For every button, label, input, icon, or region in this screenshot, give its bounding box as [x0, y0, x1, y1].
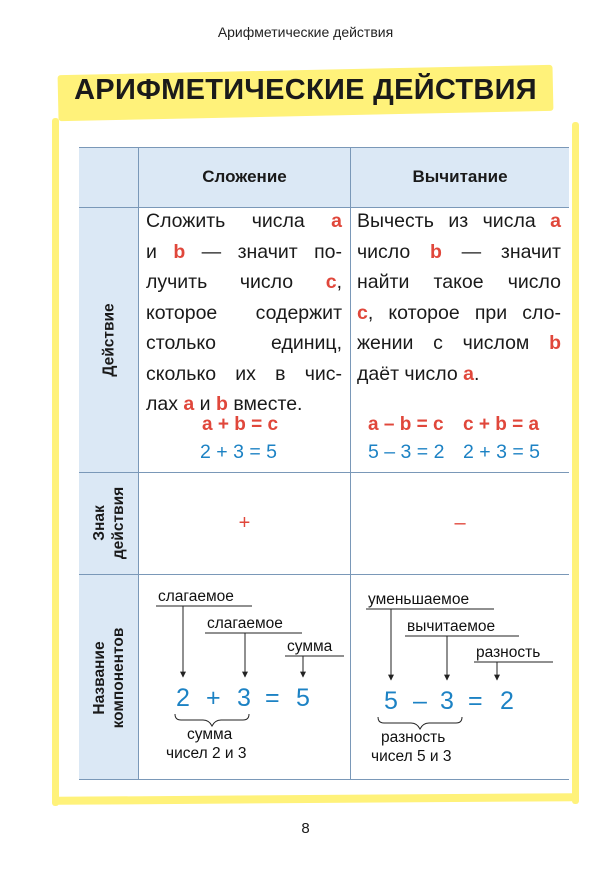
subtraction-line-1: Вычесть из числа a: [357, 210, 561, 232]
addition-number-1: 2: [176, 684, 190, 712]
subtraction-formula-numbers-1: 5 – 3 = 2: [368, 441, 445, 463]
addition-number-2: 3: [237, 684, 251, 712]
column-header-subtraction: Вычитание: [412, 167, 508, 186]
difference-pointer: [474, 662, 553, 680]
addition-line-6: сколько их в чис-: [146, 362, 342, 385]
subtraction-minus: –: [413, 687, 427, 715]
running-head: Арифметические действия: [217, 24, 394, 40]
row-label-names-line2: компонентов: [110, 627, 127, 729]
row-label-action: Действие: [100, 303, 118, 377]
subtrahend-label: вычитаемое: [407, 618, 496, 635]
subtraction-line-4: c, которое при сло-: [357, 301, 561, 324]
page-title: АРИФМЕТИЧЕСКИЕ ДЕЙСТВИЯ: [74, 74, 537, 106]
addition-formula-numbers: 2 + 3 = 5: [200, 441, 277, 463]
addition-line-4: которое содержит: [146, 301, 342, 324]
addition-line-5: столько единиц,: [146, 332, 342, 354]
minuend-label: уменьшаемое: [368, 591, 470, 608]
subtraction-formula-letters-1: a – b = c: [368, 414, 444, 435]
addition-result: 5: [296, 684, 310, 712]
subtraction-number-2: 3: [440, 687, 454, 715]
subtraction-result: 2: [500, 687, 514, 715]
subtraction-brace-label-2: чисел 5 и 3: [371, 748, 452, 765]
subtraction-formula-letters-2: c + b = a: [463, 414, 540, 435]
subtraction-line-2: число b — значит: [357, 240, 561, 263]
addition-line-3: лучить число c,: [146, 271, 342, 293]
sum-label: сумма: [287, 638, 333, 655]
addition-brace: [175, 714, 249, 726]
addition-plus: +: [206, 684, 221, 712]
row-label-sign-line1: Знак: [91, 505, 108, 541]
subtraction-brace-label-1: разность: [381, 729, 446, 746]
subtraction-brace: [378, 717, 462, 729]
subtraction-sign: –: [454, 512, 466, 534]
addition-brace-label-1: сумма: [187, 726, 233, 743]
addition-line-7: лах a и b вместе.: [146, 393, 303, 415]
column-header-addition: Сложение: [202, 167, 287, 186]
addition-line-2: и b — значит по-: [146, 240, 342, 263]
subtraction-number-1: 5: [384, 687, 398, 715]
addition-equals: =: [265, 684, 280, 712]
addend1-label: слагаемое: [158, 588, 234, 605]
row-label-sign-line2: действия: [110, 486, 127, 560]
page-number: 8: [301, 820, 310, 837]
addition-line-1: Сложить числа a: [146, 210, 342, 232]
subtraction-line-5: жении с числом b: [357, 332, 561, 354]
addition-brace-label-2: чисел 2 и 3: [166, 745, 247, 762]
subtraction-equals: =: [468, 687, 483, 715]
subtraction-line-6: даёт число a.: [357, 362, 480, 385]
addition-formula-letters: a + b = c: [202, 414, 279, 435]
subtraction-formula-numbers-2: 2 + 3 = 5: [463, 441, 540, 463]
row-label-names-line1: Название: [91, 641, 108, 715]
subtraction-line-3: найти такое число: [357, 271, 561, 293]
addend2-label: слагаемое: [207, 615, 283, 632]
addition-sign: +: [238, 512, 251, 534]
sum-pointer: [285, 656, 344, 677]
difference-label: разность: [476, 644, 541, 661]
